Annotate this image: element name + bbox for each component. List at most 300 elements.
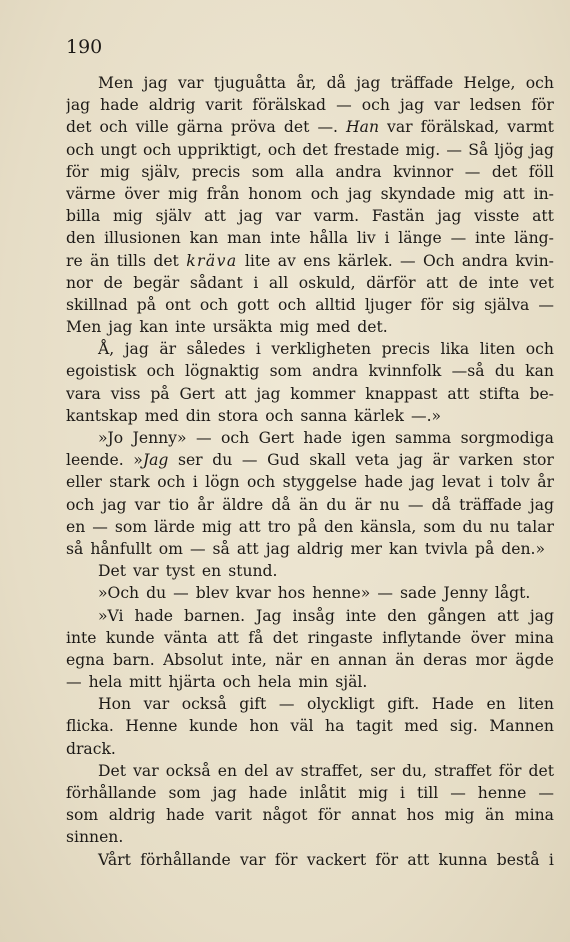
word: kommer bbox=[290, 384, 356, 403]
word: barnen. bbox=[184, 606, 246, 625]
word: som bbox=[251, 162, 284, 181]
word: väl bbox=[290, 717, 314, 736]
word: förälskad bbox=[252, 96, 327, 115]
word: Gert bbox=[179, 384, 215, 403]
word: — bbox=[173, 584, 189, 603]
word: pröva bbox=[230, 118, 276, 137]
word: hos bbox=[277, 584, 306, 603]
word: att bbox=[236, 539, 259, 558]
word: honom bbox=[248, 184, 302, 203]
word: lågt. bbox=[494, 584, 531, 603]
word: som bbox=[114, 517, 148, 536]
word: jag bbox=[108, 318, 133, 337]
word: ser bbox=[177, 451, 203, 470]
word: ljög bbox=[494, 140, 524, 159]
word: hos bbox=[406, 806, 435, 825]
word: och bbox=[199, 295, 229, 314]
word: Mannen bbox=[489, 717, 554, 736]
word: var bbox=[387, 118, 413, 137]
word: i bbox=[192, 473, 198, 492]
word: och bbox=[66, 140, 95, 159]
text-line bbox=[66, 183, 554, 205]
word: med bbox=[404, 717, 439, 736]
word: deras bbox=[423, 650, 467, 669]
word: Gert bbox=[258, 429, 294, 447]
word: henne bbox=[477, 784, 527, 802]
word: den bbox=[324, 517, 354, 536]
word: tro bbox=[267, 517, 291, 536]
word: för bbox=[66, 162, 89, 181]
word: för bbox=[274, 850, 298, 869]
word: sådant bbox=[189, 273, 243, 292]
word: kräva bbox=[186, 251, 238, 270]
word: liten bbox=[518, 695, 554, 714]
word: veta bbox=[355, 451, 390, 470]
word: för bbox=[498, 761, 522, 780]
word: själva bbox=[484, 295, 530, 314]
word: att bbox=[502, 184, 525, 203]
word: själv, bbox=[141, 162, 181, 181]
word: det bbox=[66, 118, 92, 137]
word: en bbox=[66, 517, 86, 536]
word: mig bbox=[168, 184, 198, 203]
word: levat bbox=[441, 473, 481, 492]
word: därför bbox=[366, 273, 416, 292]
word: över bbox=[124, 184, 160, 203]
word: kvinnfolk bbox=[368, 362, 442, 381]
word: man bbox=[227, 229, 262, 248]
word: i bbox=[548, 850, 554, 869]
word: sinnen. bbox=[66, 828, 124, 847]
word: verkligheten bbox=[271, 340, 372, 359]
word: »Jag bbox=[133, 451, 169, 470]
word: att bbox=[217, 628, 239, 647]
word: mig bbox=[112, 207, 143, 226]
word: gången bbox=[427, 606, 487, 625]
word: jag bbox=[143, 74, 168, 92]
word: skall bbox=[309, 451, 346, 470]
word: lika bbox=[440, 340, 470, 359]
word: till bbox=[416, 784, 439, 802]
word: var bbox=[177, 74, 204, 92]
word: — bbox=[538, 784, 554, 802]
word: tvivla bbox=[424, 539, 468, 558]
word: jag bbox=[102, 495, 127, 514]
word: tagit bbox=[355, 717, 393, 736]
word: själ. bbox=[335, 673, 368, 692]
word: med bbox=[316, 318, 351, 337]
word: som bbox=[66, 806, 99, 825]
word: annan bbox=[338, 650, 387, 669]
word: ser bbox=[370, 761, 395, 780]
word: blev bbox=[195, 584, 229, 603]
word: var bbox=[133, 562, 159, 581]
word: hånfullt bbox=[90, 539, 152, 558]
word: samma bbox=[395, 429, 452, 447]
word: — bbox=[278, 695, 295, 714]
word: tills bbox=[116, 251, 146, 270]
word: gift bbox=[239, 695, 267, 714]
word: stark bbox=[109, 473, 150, 492]
word: frestade bbox=[334, 140, 400, 159]
word: kärlek bbox=[354, 406, 404, 425]
word: hålla bbox=[309, 229, 349, 248]
word: illusionen bbox=[104, 229, 181, 248]
word: och bbox=[142, 140, 172, 159]
word: varit bbox=[205, 96, 243, 115]
word: mig bbox=[464, 184, 495, 203]
word: ledsen bbox=[469, 96, 522, 115]
word: mitt bbox=[129, 673, 162, 692]
word: i bbox=[487, 473, 493, 492]
word: Så bbox=[468, 140, 489, 159]
word: du bbox=[494, 362, 515, 381]
word: inte bbox=[66, 628, 97, 647]
word: »Vi bbox=[98, 606, 124, 625]
word: den.» bbox=[501, 539, 546, 558]
word: stund. bbox=[228, 562, 278, 581]
word: uppriktigt, bbox=[177, 140, 262, 159]
word: så bbox=[212, 539, 230, 558]
word: liten bbox=[479, 340, 516, 359]
word: bestå bbox=[496, 850, 540, 869]
word: av bbox=[277, 251, 296, 270]
word: som bbox=[423, 517, 456, 536]
word: sorgmodiga bbox=[460, 429, 554, 447]
text-line bbox=[66, 582, 554, 604]
word: du bbox=[146, 584, 167, 603]
word: andra bbox=[461, 251, 508, 270]
word: tio bbox=[168, 495, 190, 514]
word: barn. bbox=[112, 650, 155, 669]
text-line bbox=[66, 560, 554, 582]
word: och bbox=[222, 673, 251, 692]
word: —.» bbox=[410, 406, 442, 425]
word: sade bbox=[399, 584, 437, 603]
text-line bbox=[66, 804, 554, 826]
word: visste bbox=[474, 207, 520, 226]
word: hade bbox=[303, 429, 342, 447]
word: drack. bbox=[66, 739, 116, 758]
word: träffade bbox=[390, 74, 454, 92]
word: min bbox=[298, 673, 329, 692]
word: och bbox=[246, 473, 276, 492]
word: henne» bbox=[312, 584, 371, 603]
text-line bbox=[66, 205, 554, 227]
text-line bbox=[66, 649, 554, 671]
word: om bbox=[158, 539, 183, 558]
word: för bbox=[531, 96, 554, 115]
word: — bbox=[464, 162, 481, 181]
text-line bbox=[66, 671, 554, 693]
word: viss bbox=[110, 384, 141, 403]
word: ringaste bbox=[307, 628, 373, 647]
word: att bbox=[204, 207, 226, 226]
word: knappast bbox=[365, 384, 438, 403]
word: hade bbox=[100, 96, 139, 115]
word: andra bbox=[335, 162, 382, 181]
word: det bbox=[528, 761, 554, 780]
word: hela bbox=[88, 673, 123, 692]
word: över bbox=[470, 628, 506, 647]
word: jag bbox=[256, 384, 281, 403]
word: Vårt bbox=[98, 850, 131, 869]
text-line bbox=[66, 782, 554, 804]
word: oskuld, bbox=[298, 273, 356, 292]
word: — bbox=[400, 251, 416, 270]
text-line bbox=[66, 494, 554, 516]
word: en bbox=[486, 695, 506, 714]
word: andra bbox=[312, 362, 359, 381]
text-line bbox=[66, 605, 554, 627]
word: ägde bbox=[515, 650, 554, 669]
word: ens bbox=[303, 251, 331, 270]
text-line bbox=[66, 360, 554, 382]
text-line bbox=[66, 161, 554, 183]
word: nu bbox=[379, 495, 400, 514]
word: en bbox=[310, 650, 330, 669]
word: då bbox=[271, 495, 291, 514]
word: det bbox=[153, 251, 179, 270]
word: — bbox=[450, 229, 467, 248]
word: — bbox=[407, 495, 424, 514]
word: är bbox=[354, 495, 372, 514]
word: »Jo bbox=[98, 429, 124, 447]
word: be- bbox=[529, 384, 554, 403]
word: gift. bbox=[387, 695, 420, 714]
word: olyckligt bbox=[307, 695, 375, 714]
word: jag bbox=[356, 74, 381, 92]
text-line bbox=[66, 139, 554, 161]
word: på bbox=[136, 295, 157, 314]
word: det bbox=[272, 628, 299, 647]
word: på bbox=[297, 517, 318, 536]
word: — bbox=[92, 517, 108, 536]
word: Helge, bbox=[463, 74, 516, 92]
word: och bbox=[525, 74, 554, 92]
word: ursäkta bbox=[212, 318, 273, 337]
word: lögnaktig bbox=[185, 362, 260, 381]
word: år, bbox=[296, 74, 317, 92]
word: — bbox=[241, 451, 258, 470]
word: Det bbox=[98, 761, 126, 780]
text-line bbox=[66, 449, 554, 471]
word: varit bbox=[215, 806, 252, 825]
word: på bbox=[150, 384, 170, 403]
word: kunde bbox=[105, 628, 155, 647]
word: kvin- bbox=[515, 251, 554, 270]
word: vet bbox=[529, 273, 554, 292]
word: Hon bbox=[98, 695, 132, 714]
text-line bbox=[66, 72, 554, 94]
word: hade bbox=[248, 784, 288, 802]
text-line bbox=[66, 471, 554, 493]
word: inte bbox=[488, 273, 519, 292]
word: var bbox=[133, 761, 159, 780]
word: — bbox=[538, 295, 554, 314]
word: känsla, bbox=[360, 517, 417, 536]
text-line bbox=[66, 294, 554, 316]
word: på bbox=[474, 539, 495, 558]
text-line bbox=[66, 693, 554, 715]
word: kvar bbox=[235, 584, 271, 603]
word: äldre bbox=[222, 495, 264, 514]
word: då bbox=[431, 495, 451, 514]
text-line bbox=[66, 538, 554, 560]
word: som bbox=[269, 362, 302, 381]
word: jag bbox=[265, 539, 290, 558]
text-line bbox=[66, 627, 554, 649]
word: ha bbox=[325, 717, 345, 736]
word: mina bbox=[514, 806, 554, 825]
word: egna bbox=[66, 650, 105, 669]
word: värme bbox=[66, 184, 116, 203]
word: hjärta bbox=[168, 673, 216, 692]
word: var bbox=[240, 850, 266, 869]
word: igen bbox=[351, 429, 386, 447]
word: än bbox=[484, 806, 505, 825]
word: varm. bbox=[313, 207, 360, 226]
word: flicka. bbox=[66, 717, 114, 736]
word: en bbox=[217, 761, 237, 780]
word: mig bbox=[444, 806, 475, 825]
word: således bbox=[186, 340, 246, 359]
word: inflytande bbox=[382, 628, 462, 647]
word: i bbox=[255, 340, 261, 359]
word: jag bbox=[124, 340, 149, 359]
word: vackert bbox=[306, 850, 367, 869]
word: gott bbox=[237, 295, 269, 314]
word: ont bbox=[165, 295, 191, 314]
word: sig. bbox=[449, 717, 478, 736]
word: också bbox=[165, 761, 211, 780]
word: jag bbox=[529, 495, 554, 514]
word: in- bbox=[533, 184, 554, 203]
word: gärna bbox=[176, 118, 223, 137]
word: jag bbox=[529, 606, 554, 625]
word: förhållande bbox=[66, 784, 157, 802]
word: inte bbox=[345, 606, 377, 625]
word: lärde bbox=[154, 517, 196, 536]
word: ungt bbox=[100, 140, 137, 159]
word: »Och bbox=[98, 584, 140, 603]
word: hade bbox=[165, 806, 205, 825]
word: det. bbox=[357, 318, 388, 337]
word: kärlek. bbox=[337, 251, 393, 270]
text-line bbox=[66, 338, 554, 360]
word: stor bbox=[522, 451, 554, 470]
word: de bbox=[458, 273, 478, 292]
word: att bbox=[407, 850, 430, 869]
word: jag bbox=[212, 784, 237, 802]
word: förälskad, bbox=[420, 118, 500, 137]
word: länge bbox=[398, 229, 442, 248]
word: leende. bbox=[66, 451, 124, 470]
word: år bbox=[537, 473, 554, 492]
word: så bbox=[66, 539, 84, 558]
word: —. bbox=[317, 118, 338, 137]
word: insåg bbox=[292, 606, 335, 625]
word: då bbox=[326, 74, 346, 92]
word: du, bbox=[402, 761, 428, 780]
word: Men bbox=[98, 74, 134, 92]
word: din bbox=[185, 406, 211, 425]
word: talar bbox=[516, 517, 554, 536]
word: föll bbox=[528, 162, 554, 181]
word: och bbox=[146, 362, 175, 381]
word: läng- bbox=[514, 229, 554, 248]
word: med bbox=[144, 406, 179, 425]
word: styggelse bbox=[282, 473, 358, 492]
word: än bbox=[90, 251, 110, 270]
word: att bbox=[426, 273, 448, 292]
word: du bbox=[212, 451, 233, 470]
word: träffade bbox=[459, 495, 522, 514]
word: tolv bbox=[500, 473, 530, 492]
word: kan bbox=[189, 229, 219, 248]
text-line bbox=[66, 250, 554, 272]
word: lögn bbox=[205, 473, 240, 492]
word: Gud bbox=[267, 451, 300, 470]
word: aldrig bbox=[296, 539, 344, 558]
word: jag bbox=[398, 451, 423, 470]
text-line bbox=[66, 849, 554, 871]
word: — bbox=[446, 140, 462, 159]
word: ville bbox=[135, 118, 169, 137]
word: för bbox=[420, 295, 444, 314]
word: den bbox=[387, 606, 417, 625]
word: billa bbox=[66, 207, 101, 226]
text-line bbox=[66, 738, 554, 760]
word: varken bbox=[458, 451, 514, 470]
word: än bbox=[298, 495, 319, 514]
word: nor bbox=[66, 273, 93, 292]
word: och bbox=[525, 340, 554, 359]
word: jag bbox=[399, 96, 425, 115]
word: tyst bbox=[165, 562, 195, 581]
word: eller bbox=[66, 473, 102, 492]
word: inte bbox=[474, 229, 506, 248]
word: Han bbox=[346, 118, 379, 137]
word: — bbox=[195, 429, 212, 447]
word: Fastän bbox=[371, 207, 425, 226]
word: all bbox=[268, 273, 289, 292]
word: — bbox=[450, 784, 466, 802]
word: mig bbox=[279, 318, 310, 337]
word: i bbox=[253, 273, 259, 292]
word: annat bbox=[351, 806, 397, 825]
word: varmt bbox=[507, 118, 554, 137]
word: att bbox=[224, 384, 247, 403]
word: alla bbox=[295, 162, 325, 181]
word: egoistisk bbox=[66, 362, 137, 381]
text-line bbox=[66, 94, 554, 116]
word: och bbox=[99, 118, 128, 137]
word: sanna bbox=[300, 406, 348, 425]
word: att bbox=[532, 207, 554, 226]
word: lite bbox=[244, 251, 271, 270]
word: — bbox=[66, 673, 82, 692]
word: —så bbox=[451, 362, 485, 381]
word: och bbox=[310, 184, 339, 203]
word: du bbox=[326, 495, 347, 514]
word: det bbox=[302, 140, 328, 159]
text-line bbox=[66, 116, 554, 138]
word: jag bbox=[238, 207, 263, 226]
word: och bbox=[278, 295, 307, 314]
word: den bbox=[66, 229, 96, 248]
word: också bbox=[181, 695, 227, 714]
